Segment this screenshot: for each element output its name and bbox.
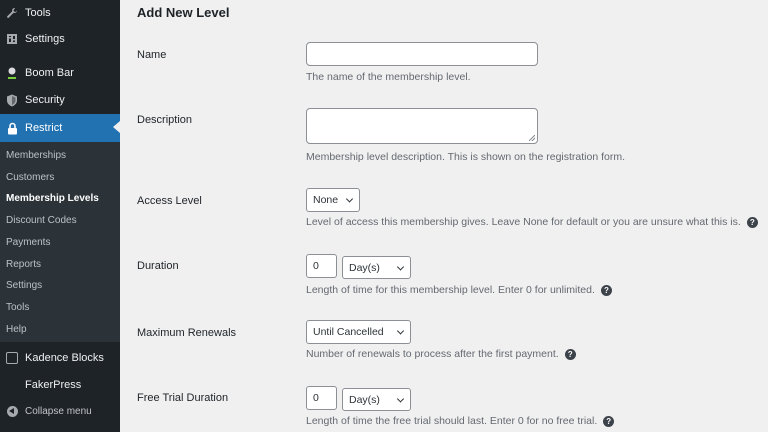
- help-icon[interactable]: ?: [565, 349, 576, 360]
- submenu-item-customers[interactable]: Customers: [6, 172, 55, 183]
- menu-item-fakerpress[interactable]: [0, 372, 120, 398]
- max-renewals-select[interactable]: [306, 320, 411, 344]
- free-trial-label: Free Trial Duration: [137, 392, 229, 404]
- settings-icon: [0, 33, 24, 45]
- help-icon[interactable]: ?: [601, 285, 612, 296]
- menu-item-restrict[interactable]: [0, 114, 120, 142]
- free-trial-unit-select[interactable]: [342, 388, 411, 411]
- lock-icon: [0, 122, 24, 135]
- description-textarea[interactable]: [306, 108, 538, 144]
- max-renewals-label: Maximum Renewals: [137, 327, 237, 339]
- menu-label: Settings: [25, 33, 65, 45]
- shield-icon: [0, 94, 24, 107]
- menu-label: Restrict: [25, 122, 63, 134]
- boom-bar-icon: [0, 66, 24, 80]
- access-level-value: None: [313, 194, 339, 206]
- access-level-label: Access Level: [137, 195, 202, 207]
- menu-item-boom-bar[interactable]: [0, 60, 120, 86]
- admin-sidebar: [0, 0, 120, 432]
- help-icon[interactable]: ?: [603, 416, 614, 427]
- max-renewals-value: Until Cancelled: [313, 326, 384, 338]
- menu-item-kadence-blocks[interactable]: [0, 345, 120, 371]
- chevron-down-icon: [346, 195, 353, 202]
- page-title: Add New Level: [137, 5, 230, 20]
- menu-item-settings[interactable]: [0, 26, 120, 52]
- duration-unit-select[interactable]: [342, 256, 411, 279]
- duration-description: Length of time for this membership level. Enter 0 for unlimited. ?: [306, 284, 612, 296]
- submenu-item-help[interactable]: Help: [6, 324, 27, 335]
- restrict-submenu: [0, 142, 120, 342]
- access-level-description: Level of access this membership gives. Leave None for default or you are unsure what this is. ?: [306, 216, 758, 228]
- menu-label: Tools: [25, 7, 51, 19]
- submenu-item-discount-codes[interactable]: Discount Codes: [6, 215, 77, 226]
- main-content: [120, 0, 768, 432]
- name-label: Name: [137, 49, 167, 61]
- resize-grip-icon[interactable]: [529, 135, 535, 141]
- name-description: The name of the membership level.: [306, 71, 471, 83]
- submenu-item-settings[interactable]: Settings: [6, 280, 43, 291]
- collapse-menu-button[interactable]: [0, 398, 120, 424]
- help-icon[interactable]: ?: [747, 217, 758, 228]
- collapse-icon: [0, 406, 24, 417]
- chevron-down-icon: [397, 263, 404, 270]
- duration-label: Duration: [137, 260, 179, 272]
- free-trial-input[interactable]: 0: [306, 386, 337, 410]
- free-trial-description: Length of time the free trial should last. Enter 0 for no free trial. ?: [306, 415, 614, 427]
- menu-item-security[interactable]: [0, 87, 120, 113]
- kadence-icon: [0, 352, 24, 364]
- chevron-down-icon: [397, 395, 404, 402]
- menu-label: Security: [25, 94, 65, 106]
- submenu-item-payments[interactable]: Payments: [6, 237, 51, 248]
- submenu-item-membership-levels[interactable]: Membership Levels: [6, 193, 99, 204]
- free-trial-unit-value: Day(s): [349, 393, 380, 406]
- description-help-text: Membership level description. This is shown on the registration form.: [306, 151, 626, 163]
- submenu-item-reports[interactable]: Reports: [6, 259, 42, 270]
- access-level-select[interactable]: [306, 188, 360, 212]
- submenu-item-memberships[interactable]: Memberships: [6, 150, 67, 161]
- menu-label: Kadence Blocks: [25, 352, 104, 364]
- menu-label: Collapse menu: [25, 405, 92, 417]
- max-renewals-description: Number of renewals to process after the first payment. ?: [306, 348, 576, 360]
- submenu-item-tools[interactable]: Tools: [6, 302, 30, 313]
- wrench-icon: [0, 7, 24, 19]
- menu-item-tools[interactable]: [0, 0, 120, 26]
- duration-input[interactable]: 0: [306, 254, 337, 278]
- duration-unit-value: Day(s): [349, 261, 380, 274]
- menu-label: Boom Bar: [25, 67, 74, 79]
- name-input[interactable]: [306, 42, 538, 66]
- chevron-down-icon: [397, 327, 404, 334]
- menu-label: FakerPress: [25, 379, 82, 391]
- description-label: Description: [137, 114, 193, 126]
